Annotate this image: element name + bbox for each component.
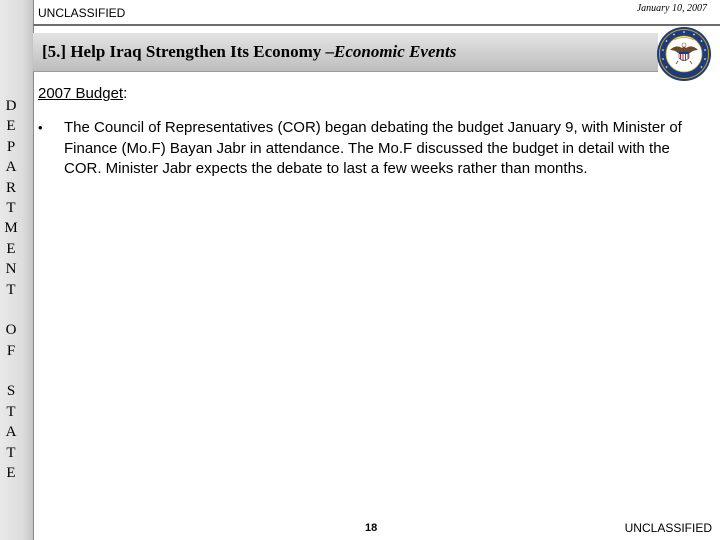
sidebar-letter: E [6, 465, 16, 482]
slide-date: January 10, 2007 [636, 3, 707, 14]
sidebar-letter: P [6, 138, 16, 155]
sidebar-letter-gap [0, 300, 22, 320]
header-divider [33, 24, 720, 26]
sidebar-letter: F [6, 342, 16, 359]
bullet-paragraph: The Council of Representatives (COR) began debating the budget January 9, with Minister of Finance (Mo.F) Bayan Jabr in attendance. The Mo.F discussed the budget in detail with the COR. Minister Jabr expects the debate to last a few weeks rather than months. [64, 119, 682, 177]
sidebar-letter: D [5, 98, 17, 114]
classification-footer: UNCLASSIFIED [624, 521, 712, 535]
section-heading-label: 2007 Budget [38, 85, 124, 102]
sidebar-letter: A [5, 159, 17, 176]
classification-header: UNCLASSIFIED [38, 6, 126, 20]
department-of-state-seal-icon [656, 26, 712, 82]
sidebar-letter: N [5, 261, 17, 278]
sidebar-letter: T [6, 444, 16, 461]
sidebar-letter: T [6, 281, 16, 298]
sidebar-letter-gap [0, 361, 22, 381]
bullet-marker: • [38, 120, 43, 135]
title-prefix: [5.] Help Iraq Strengthen Its Economy – [42, 42, 334, 61]
sidebar-letter: S [6, 383, 16, 400]
sidebar-letter: R [5, 179, 16, 196]
sidebar-letter: E [6, 118, 16, 135]
section-heading [38, 85, 127, 102]
page-number: 18 [365, 522, 378, 534]
sidebar-letter: M [4, 220, 18, 237]
sidebar-letter: T [6, 199, 16, 216]
sidebar-department-of-state-text [0, 96, 22, 483]
section-heading-colon: : [123, 85, 128, 102]
sidebar-letter: T [6, 403, 16, 420]
sidebar-letter: A [5, 424, 17, 441]
title-emphasis: Economic Events [334, 42, 457, 61]
sidebar-letter: O [5, 322, 17, 339]
sidebar-letter: E [6, 240, 16, 257]
slide-title [42, 42, 456, 62]
